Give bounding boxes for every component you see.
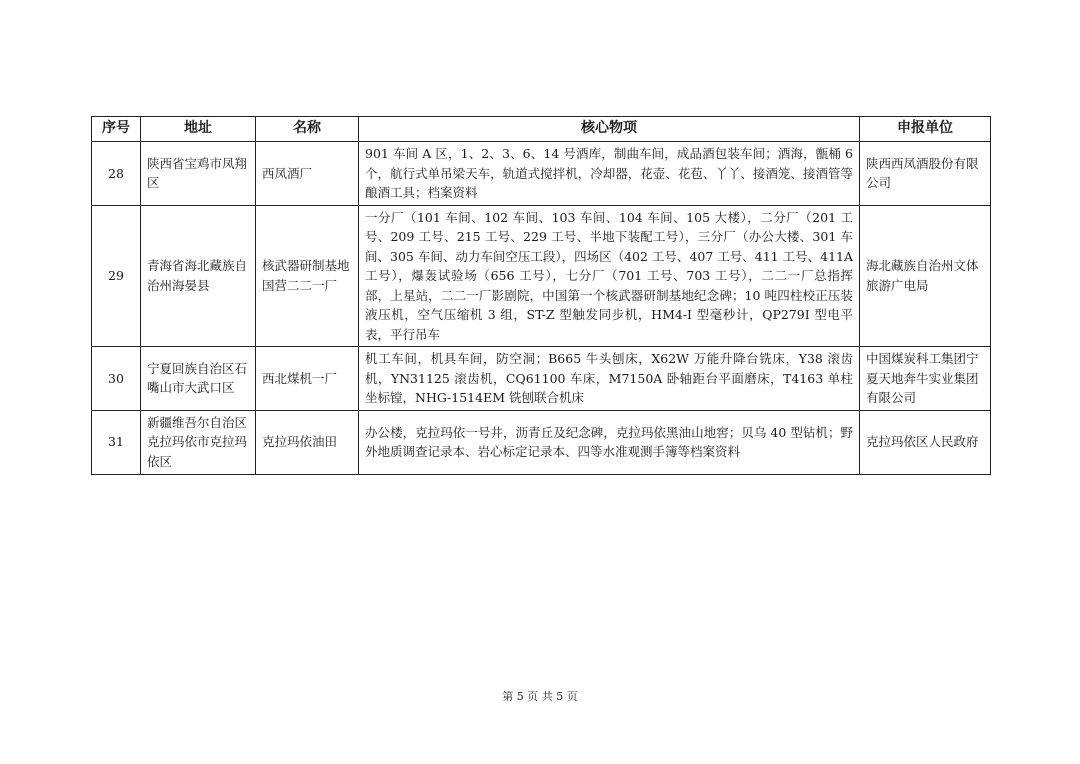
row-name: 克拉玛依油田	[256, 410, 359, 474]
table-row	[92, 142, 991, 206]
row-address: 新疆维吾尔自治区克拉玛依市克拉玛依区	[141, 410, 256, 474]
row-name: 西北煤机一厂	[256, 347, 359, 411]
row-serial: 29	[92, 205, 141, 347]
row-serial: 28	[92, 142, 141, 206]
row-address: 青海省海北藏族自治州海晏县	[141, 205, 256, 347]
page-number: 第 5 页 共 5 页	[502, 690, 578, 703]
table-row	[92, 205, 991, 347]
row-core-items: 办公楼，克拉玛依一号井，沥青丘及纪念碑，克拉玛依黑油山地窖；贝乌 40 型钻机；野外地质调查记录本、岩心标定记录本、四等水准观测手簿等档案资料	[359, 410, 860, 474]
row-core-items: 机工车间，机具车间，防空洞；B665 牛头刨床，X62W 万能升降台铣床，Y38 滚齿机，YN31125 滚齿机，CQ61100 车床，M7150A 卧轴距台平面磨床，T4163 单柱坐标镗，NHG-1514EM 铣刨联合机床	[359, 347, 860, 411]
row-serial: 31	[92, 410, 141, 474]
row-applicant: 中国煤炭科工集团宁夏天地奔牛实业集团有限公司	[860, 347, 991, 411]
row-address: 宁夏回族自治区石嘴山市大武口区	[141, 347, 256, 411]
row-address: 陕西省宝鸡市凤翔区	[141, 142, 256, 206]
heritage-table	[91, 116, 991, 475]
row-applicant: 海北藏族自治州文体旅游广电局	[860, 205, 991, 347]
row-name: 西凤酒厂	[256, 142, 359, 206]
table-header-row	[92, 117, 991, 142]
header-name: 名称	[256, 117, 359, 142]
row-name: 核武器研制基地国营二二一厂	[256, 205, 359, 347]
row-applicant: 陕西西凤酒股份有限公司	[860, 142, 991, 206]
row-serial: 30	[92, 347, 141, 411]
header-serial: 序号	[92, 117, 141, 142]
table-row	[92, 410, 991, 474]
header-core-items: 核心物项	[359, 117, 860, 142]
header-applicant: 申报单位	[860, 117, 991, 142]
header-address: 地址	[141, 117, 256, 142]
row-core-items: 一分厂（101 车间、102 车间、103 车间、104 车间、105 大楼），二分厂（201 工号、209 工号、215 工号、229 工号、半地下装配工号），三分厂（办公大楼、301 车间、305 车间、动力车间空压工段），四场区（402 工号、407 工号、411 工号、411A 工号），爆轰试验场（656 工号），七分厂（701 工号、703 工号），二二一厂总指挥部，上星站，二二一厂影剧院，中国第一个核武器研制基地纪念碑；10 吨四柱校正压装液压机，空气压缩机 3 组，ST-Z 型触发同步机，HM4-I 型毫秒计，QP279I 型电平表，平行吊车	[359, 205, 860, 347]
table-row	[92, 347, 991, 411]
row-applicant: 克拉玛依区人民政府	[860, 410, 991, 474]
row-core-items: 901 车间 A 区，1、2、3、6、14 号酒库，制曲车间，成品酒包装车间；酒海，甑桶 6 个，航行式单吊梁天车，轨道式搅拌机，冷却器，花壶、花苞、丫丫、接酒笼、接酒管等酿酒工具；档案资料	[359, 142, 860, 206]
